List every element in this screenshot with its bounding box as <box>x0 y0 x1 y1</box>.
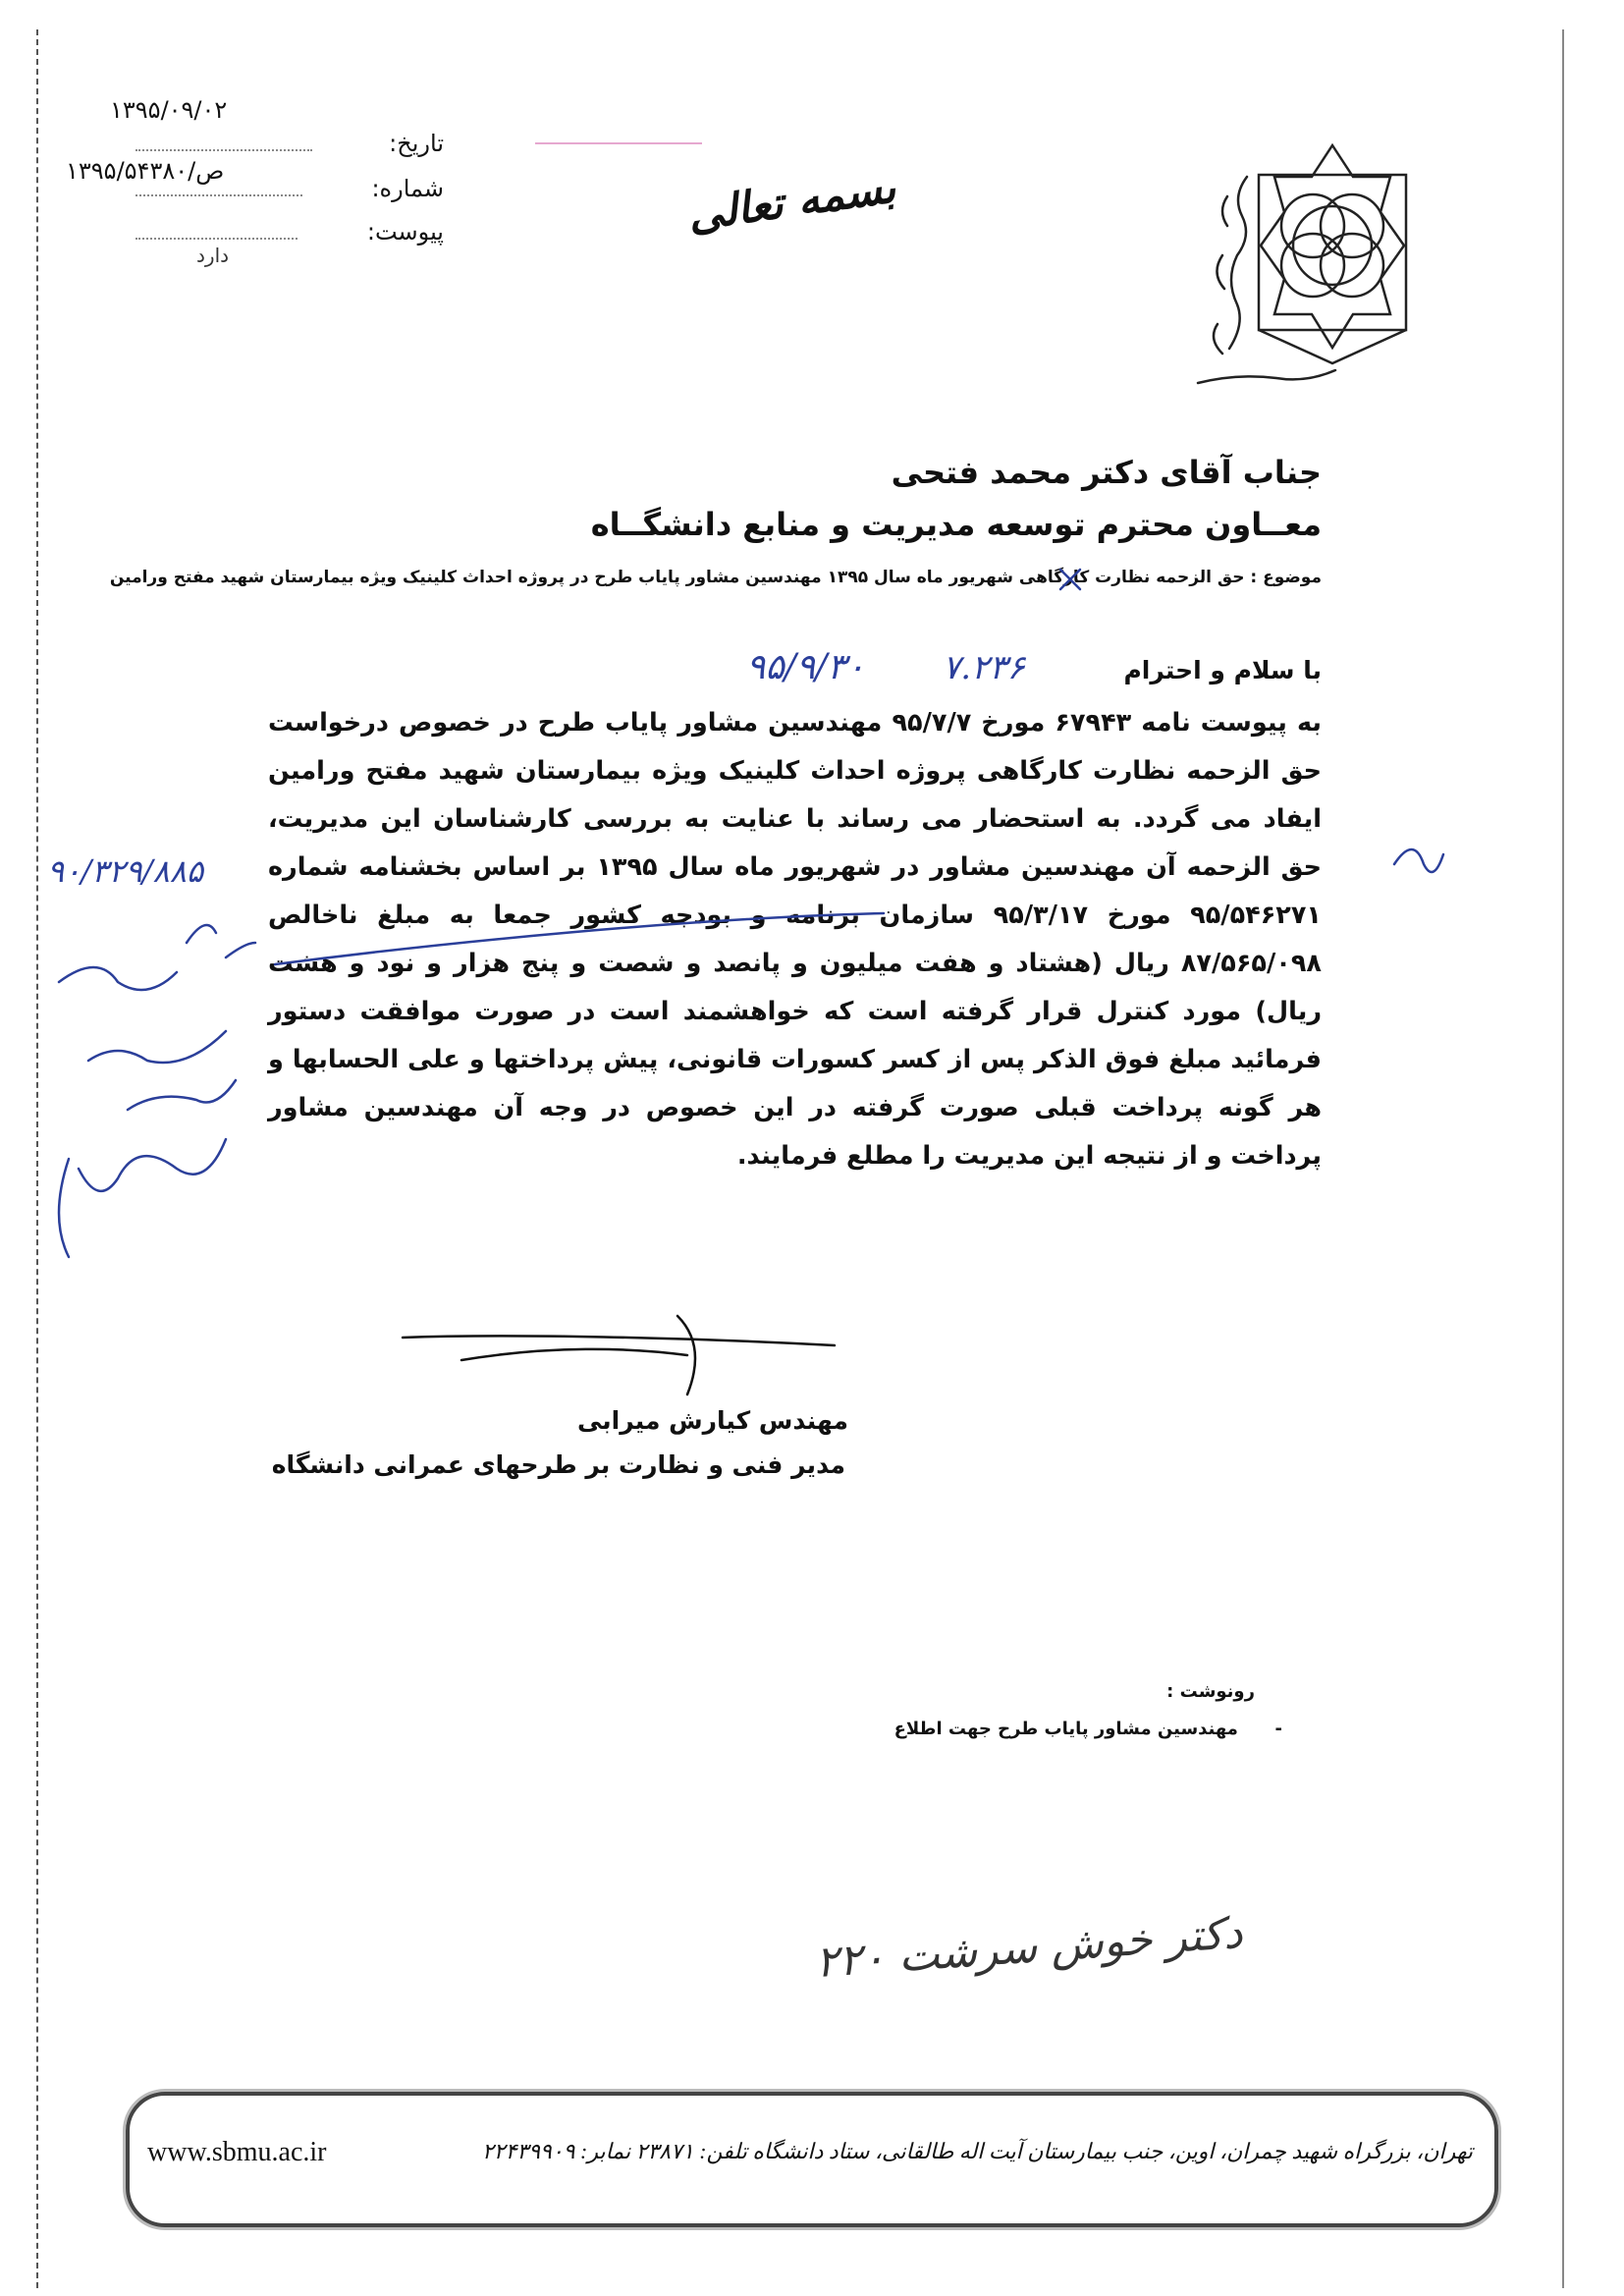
signature-stroke <box>403 1336 835 1345</box>
handwritten-ref-note: ۷.۲۳۶ <box>943 648 1025 687</box>
attachment-value: دارد <box>196 244 230 267</box>
letter-body: به پیوست نامه ۶۷۹۴۳ مورخ ۹۵/۷/۷ مهندسین مشاور پایاب طرح در خصوص درخواست حق الزحمه نظارت کارگاهی پروژه احداث کلینیک ویژه بیمارستان شهید مفتح ورامین ایفاد می گردد. به استحضار می رساند با عنایت به بررسی کارشناسان این مدیریت، حق الزحمه آن مهندسین مشاور در شهریور ماه سال ۱۳۹۵ بر اساس بخشنامه شماره ۹۵/۵۴۶۲۷۱ مورخ ۹۵/۳/۱۷ سازمان برنامه و بودجه کشور جمعا به مبلغ ناخالص ۸۷/۵۶۵/۰۹۸ ریال (هشتاد و هفت میلیون و پانصد و شصت و پنج هزار و نود و هشت ریال) مورد کنترل قرار گرفته است که خواهشمند است در صورت موافقت دستور فرمائید مبلغ فوق الذکر پس از کسر کسورات قانونی، پیش پرداختها و علی الحسابها و هر گونه پرداخت قبلی صورت گرفته در این خصوص در وجه آن مهندسین مشاور پرداخت و از نتیجه این مدیریت را مطلع فرمایند. <box>268 708 1322 1171</box>
signatory-title: مدیر فنی و نظارت بر طرحهای عمرانی دانشگاه <box>271 1450 845 1479</box>
footer-address: تهران، بزرگراه شهید چمران، اوین، جنب بیمارستان آیت اله طالقانی، ستاد دانشگاه تلفن: ۲۳۸۷۱ نمابر: ۲۲۴۳۹۹۰۹ <box>481 2139 1473 2163</box>
attachment-label: پیوست: <box>366 218 444 246</box>
handwritten-amount-note: ۹۰/۳۲۹/۸۸۵ <box>47 852 204 890</box>
basmala: بسمه تعالی <box>684 162 899 242</box>
date-value: ۱۳۹۵/۰۹/۰۲ <box>110 96 228 124</box>
cc-label: رونوشت : <box>1166 1681 1255 1702</box>
cc-item: - مهندسین مشاور پایاب طرح جهت اطلاع <box>893 1719 1282 1739</box>
number-value: ۱۳۹۵/ص/۵۴۳۸۰ <box>66 157 225 185</box>
addressee-title: معــاون محترم توسعه مدیریت و منابع دانشگــاه <box>590 506 1322 543</box>
subject-line: موضوع : حق الزحمه نظارت کارگاهی شهریور ماه سال ۱۳۹۵ مهندسین مشاور پایاب طرح در پروژه احداث کلینیک ویژه بیمارستان شهید مفتح ورامین <box>109 568 1322 587</box>
addressee-name: جناب آقای دکتر محمد فتحی <box>891 454 1322 491</box>
number-label: شماره: <box>371 175 444 202</box>
handwritten-date-note: ۹۵/۹/۳۰ <box>746 647 865 687</box>
signatory-name: مهندس کیارش میرابی <box>576 1406 848 1435</box>
greeting: با سلام و احترام <box>1123 656 1322 684</box>
date-label: تاریخ: <box>389 130 444 157</box>
letterhead-footer <box>126 2092 1498 2227</box>
footer-website[interactable]: www.sbmu.ac.ir <box>147 2137 327 2167</box>
handwritten-bottom-note: ۲۲۰ دکتر خوش سرشت <box>813 1907 1245 1989</box>
pen-strike-line <box>275 913 884 964</box>
